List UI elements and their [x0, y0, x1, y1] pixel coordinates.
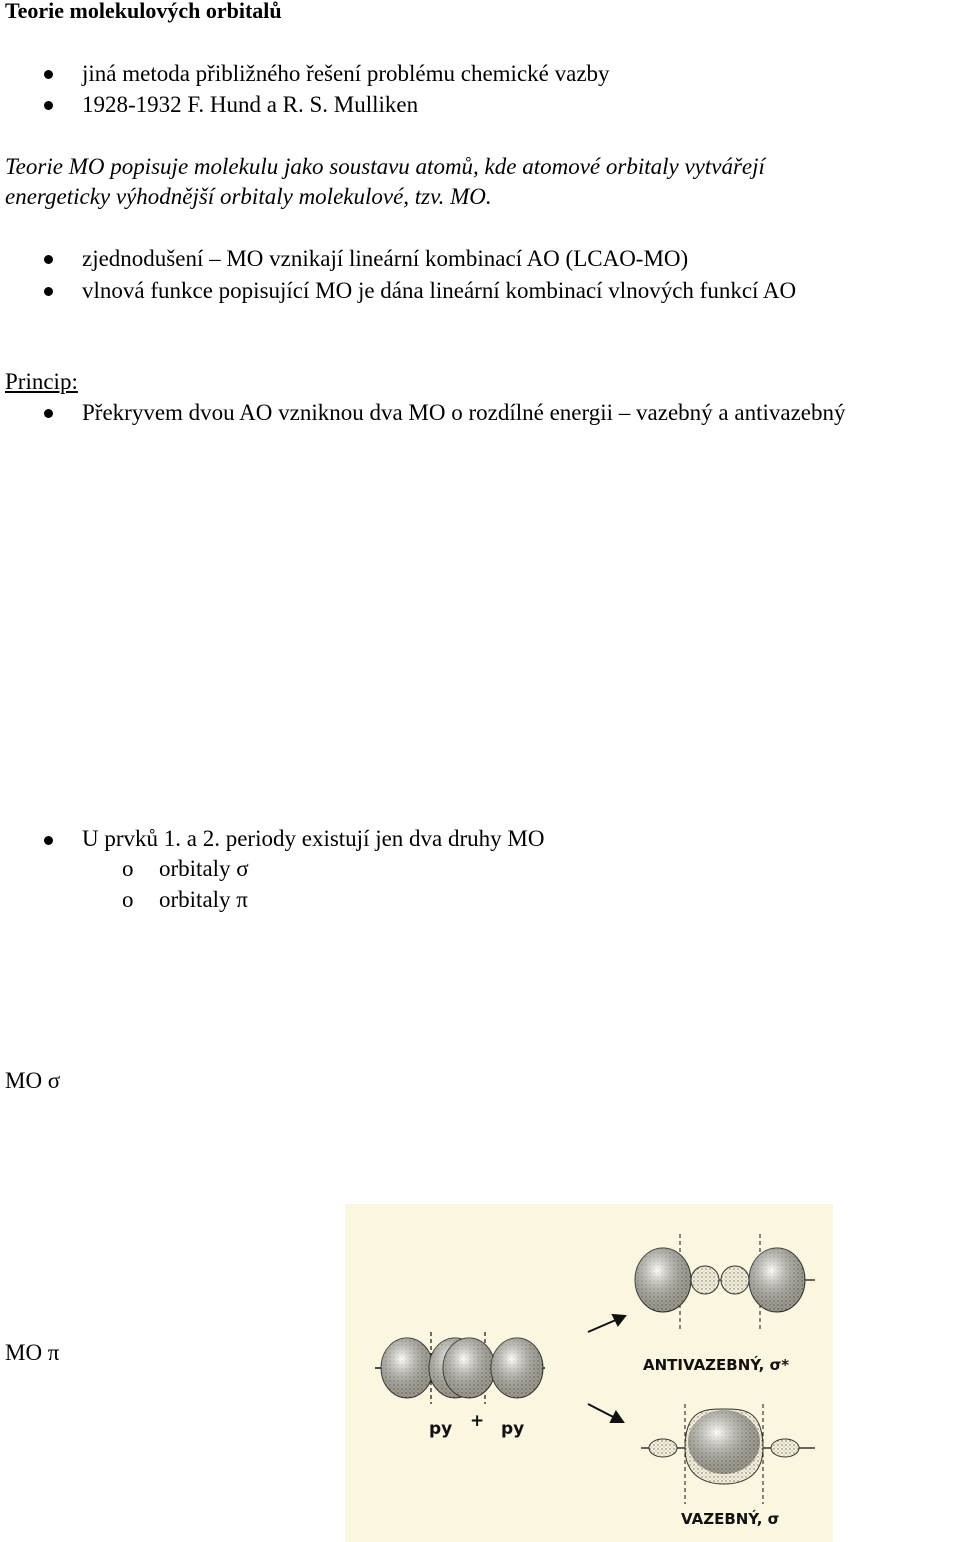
bonding-orbital	[641, 1404, 815, 1504]
bullet-dot	[44, 836, 53, 845]
label-bonding: VAZEBNÝ, σ	[681, 1510, 780, 1528]
section-mo-sigma: MO σ	[5, 1068, 61, 1093]
intro-bullet-1: jiná metoda přibližného řešení problému chemické vazby	[82, 61, 610, 86]
sub-bullet-marker: o	[122, 887, 134, 912]
type-item-pi: orbitaly π	[159, 887, 248, 912]
types-bullet: U prvků 1. a 2. periody existují jen dva druhy MO	[82, 826, 545, 851]
type-item-sigma: orbitaly σ	[159, 856, 249, 881]
page-title: Teorie molekulových orbitalů	[5, 0, 282, 23]
label-py-1: py	[429, 1419, 453, 1439]
lcao-bullet-2: vlnová funkce popisující MO je dána lineární kombinací vlnových funkcí AO	[82, 278, 797, 303]
arrow-up	[588, 1315, 625, 1332]
principle-bullet: Překryvem dvou AO vzniknou dva MO o rozdílné energii – vazebný a antivazebný	[82, 400, 846, 425]
bullet-dot	[44, 255, 53, 264]
section-mo-pi: MO π	[5, 1340, 60, 1365]
bullet-dot	[44, 409, 53, 418]
bullet-dot	[44, 70, 53, 79]
label-antibonding: ANTIVAZEBNÝ, σ*	[643, 1356, 790, 1374]
definition-line-2: energeticky výhodnější orbitaly molekulové, tzv. MO.	[5, 184, 492, 209]
definition-line-1: Teorie MO popisuje molekulu jako soustavu atomů, kde atomové orbitaly vytvářejí	[5, 154, 765, 179]
principle-heading: Princip:	[5, 369, 78, 394]
label-py-2: py	[501, 1419, 525, 1439]
bullet-dot	[44, 101, 53, 110]
label-plus: +	[470, 1411, 485, 1431]
sub-bullet-marker: o	[122, 856, 134, 881]
antibonding-orbital	[635, 1234, 815, 1330]
bullet-dot	[44, 287, 53, 296]
intro-bullet-2: 1928-1932 F. Hund a R. S. Mulliken	[82, 92, 419, 117]
arrow-down	[588, 1404, 623, 1422]
p-orbitals-group	[375, 1332, 545, 1404]
orbital-overlap-figure	[345, 1204, 833, 1542]
lcao-bullet-1: zjednodušení – MO vznikají lineární kombinací AO (LCAO-MO)	[82, 246, 689, 271]
